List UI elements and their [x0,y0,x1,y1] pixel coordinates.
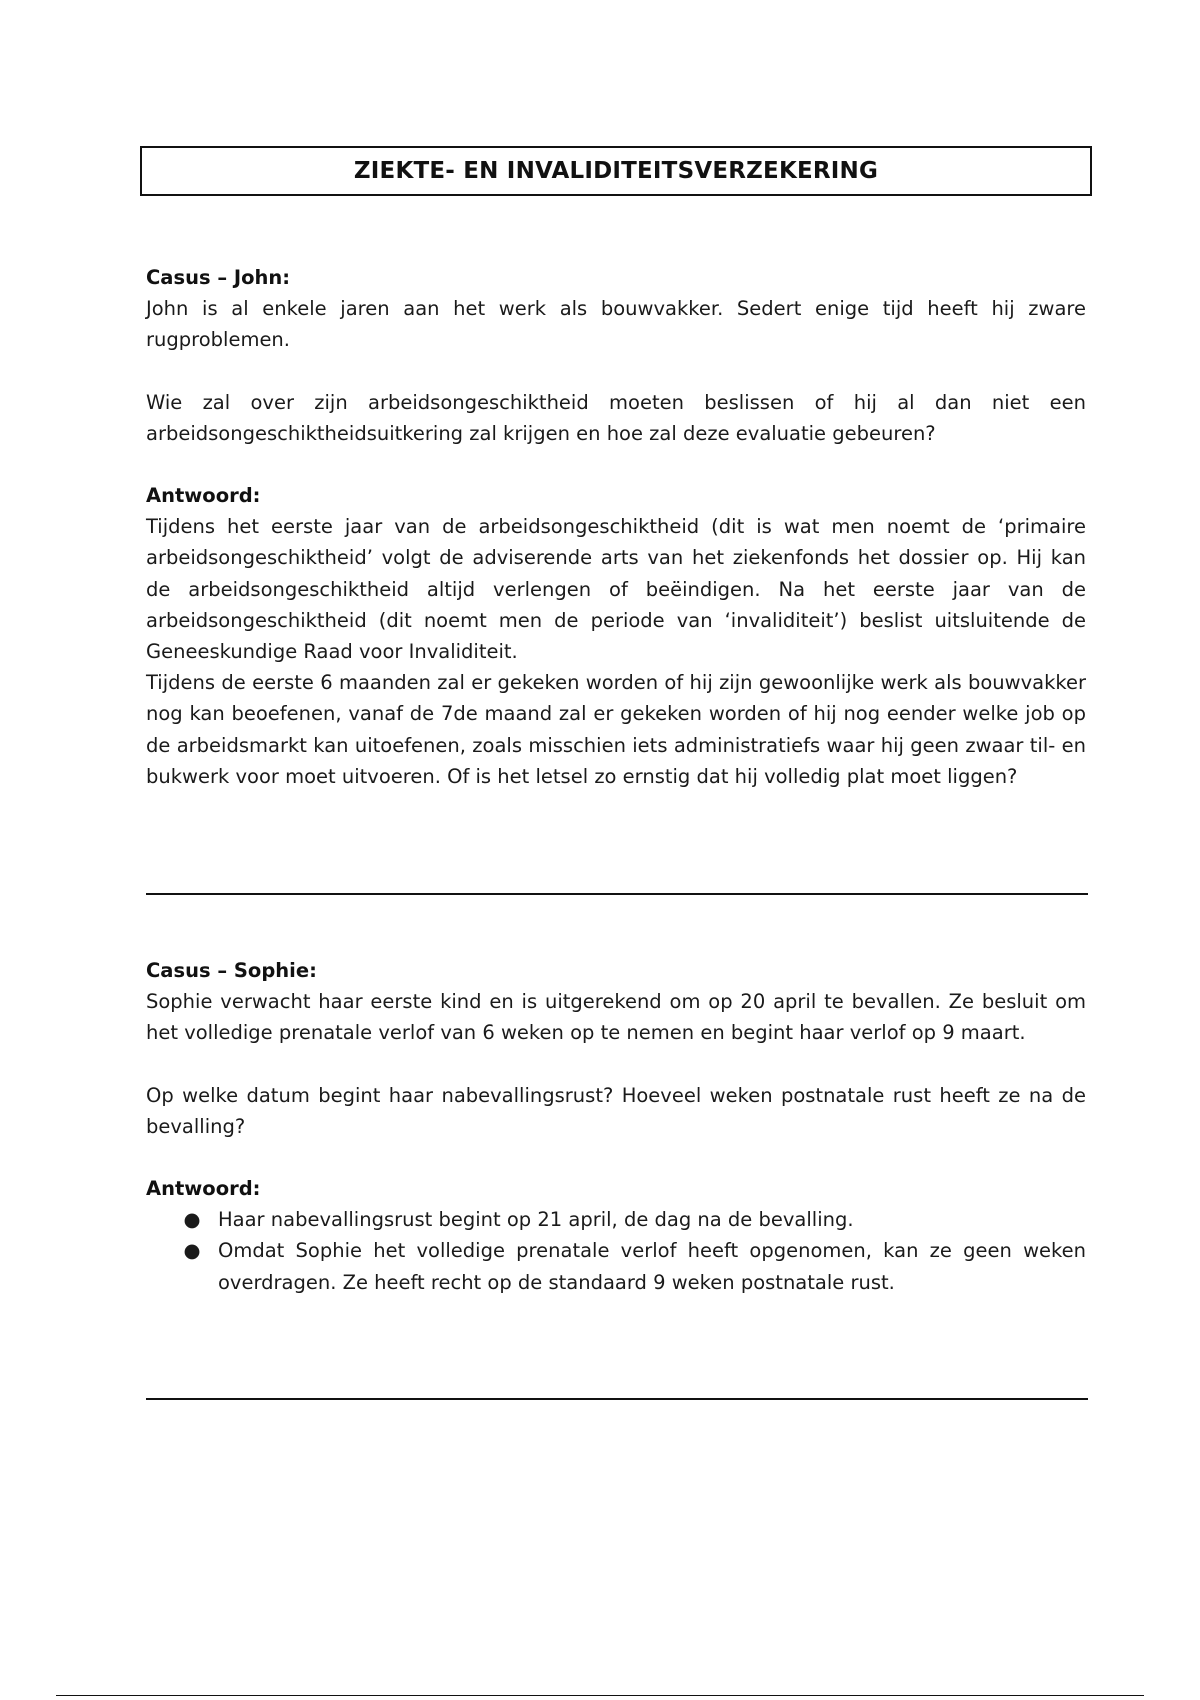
casus-sophie-question: Op welke datum begint haar nabevallingsrust? Hoeveel weken postnatale rust heeft ze na de bevalling? [146,1083,1086,1138]
casus-john-section [146,262,1086,792]
answer-list [146,1204,1086,1298]
title-box [140,146,1092,196]
casus-sophie-intro: Sophie verwacht haar eerste kind en is uitgerekend om op 20 april te bevallen. Ze besluit om het volledige prenatale verlof van 6 weken op te nemen en begint haar verlof op 9 maart. [146,990,1086,1045]
casus-sophie-answer-heading: Antwoord: [146,1177,261,1201]
casus-sophie-section [146,955,1086,1298]
casus-john-answer-paragraph-1: Tijdens het eerste jaar van de arbeidsongeschiktheid (dit is wat men noemt de ‘primaire arbeidsongeschiktheid’ volgt de adviserende arts van het ziekenfonds het dossier op. Hij kan de arbeidsongeschiktheid altijd verlengen of beëindigen. Na het eerste jaar van de arbeidsongeschiktheid (dit noemt men de periode van ‘invaliditeit’) beslist uitsluitende de Geneeskundige Raad voor Invaliditeit. [146,515,1086,664]
page-title: ZIEKTE- EN INVALIDITEITSVERZEKERING [353,158,879,184]
list-item [182,1235,1086,1297]
page-footer-line [56,1695,1144,1696]
bullet-icon: ● [183,1208,201,1232]
list-item [182,1204,1086,1235]
bullet-icon: ● [183,1239,201,1263]
casus-john-heading: Casus – John: [146,266,291,289]
section-divider [146,893,1088,895]
casus-john-answer-heading: Antwoord: [146,484,261,508]
list-item-text: Haar nabevallingsrust begint op 21 april, de dag na de bevalling. [218,1208,854,1232]
list-item-text: Omdat Sophie het volledige prenatale verlof heeft opgenomen, kan ze geen weken overdragen. Ze heeft recht op de standaard 9 weken postnatale rust. [218,1239,1086,1294]
casus-john-question: Wie zal over zijn arbeidsongeschiktheid moeten beslissen of hij al dan niet een arbeidsongeschiktheidsuitkering zal krijgen en hoe zal deze evaluatie gebeuren? [146,390,1086,445]
casus-sophie-heading: Casus – Sophie: [146,959,317,982]
casus-john-answer-paragraph-2: Tijdens de eerste 6 maanden zal er gekeken worden of hij zijn gewoonlijke werk als bouwvakker nog kan beoefenen, vanaf de 7de maand zal er gekeken worden of hij nog eender welke job op de arbeidsmarkt kan uitoefenen, zoals misschien iets administratiefs waar hij geen zwaar til- en bukwerk voor moet uitvoeren. Of is het letsel zo ernstig dat hij volledig plat moet liggen? [146,671,1086,788]
section-divider [146,1398,1088,1400]
casus-john-intro: John is al enkele jaren aan het werk als bouwvakker. Sedert enige tijd heeft hij zware rugproblemen. [146,297,1086,352]
